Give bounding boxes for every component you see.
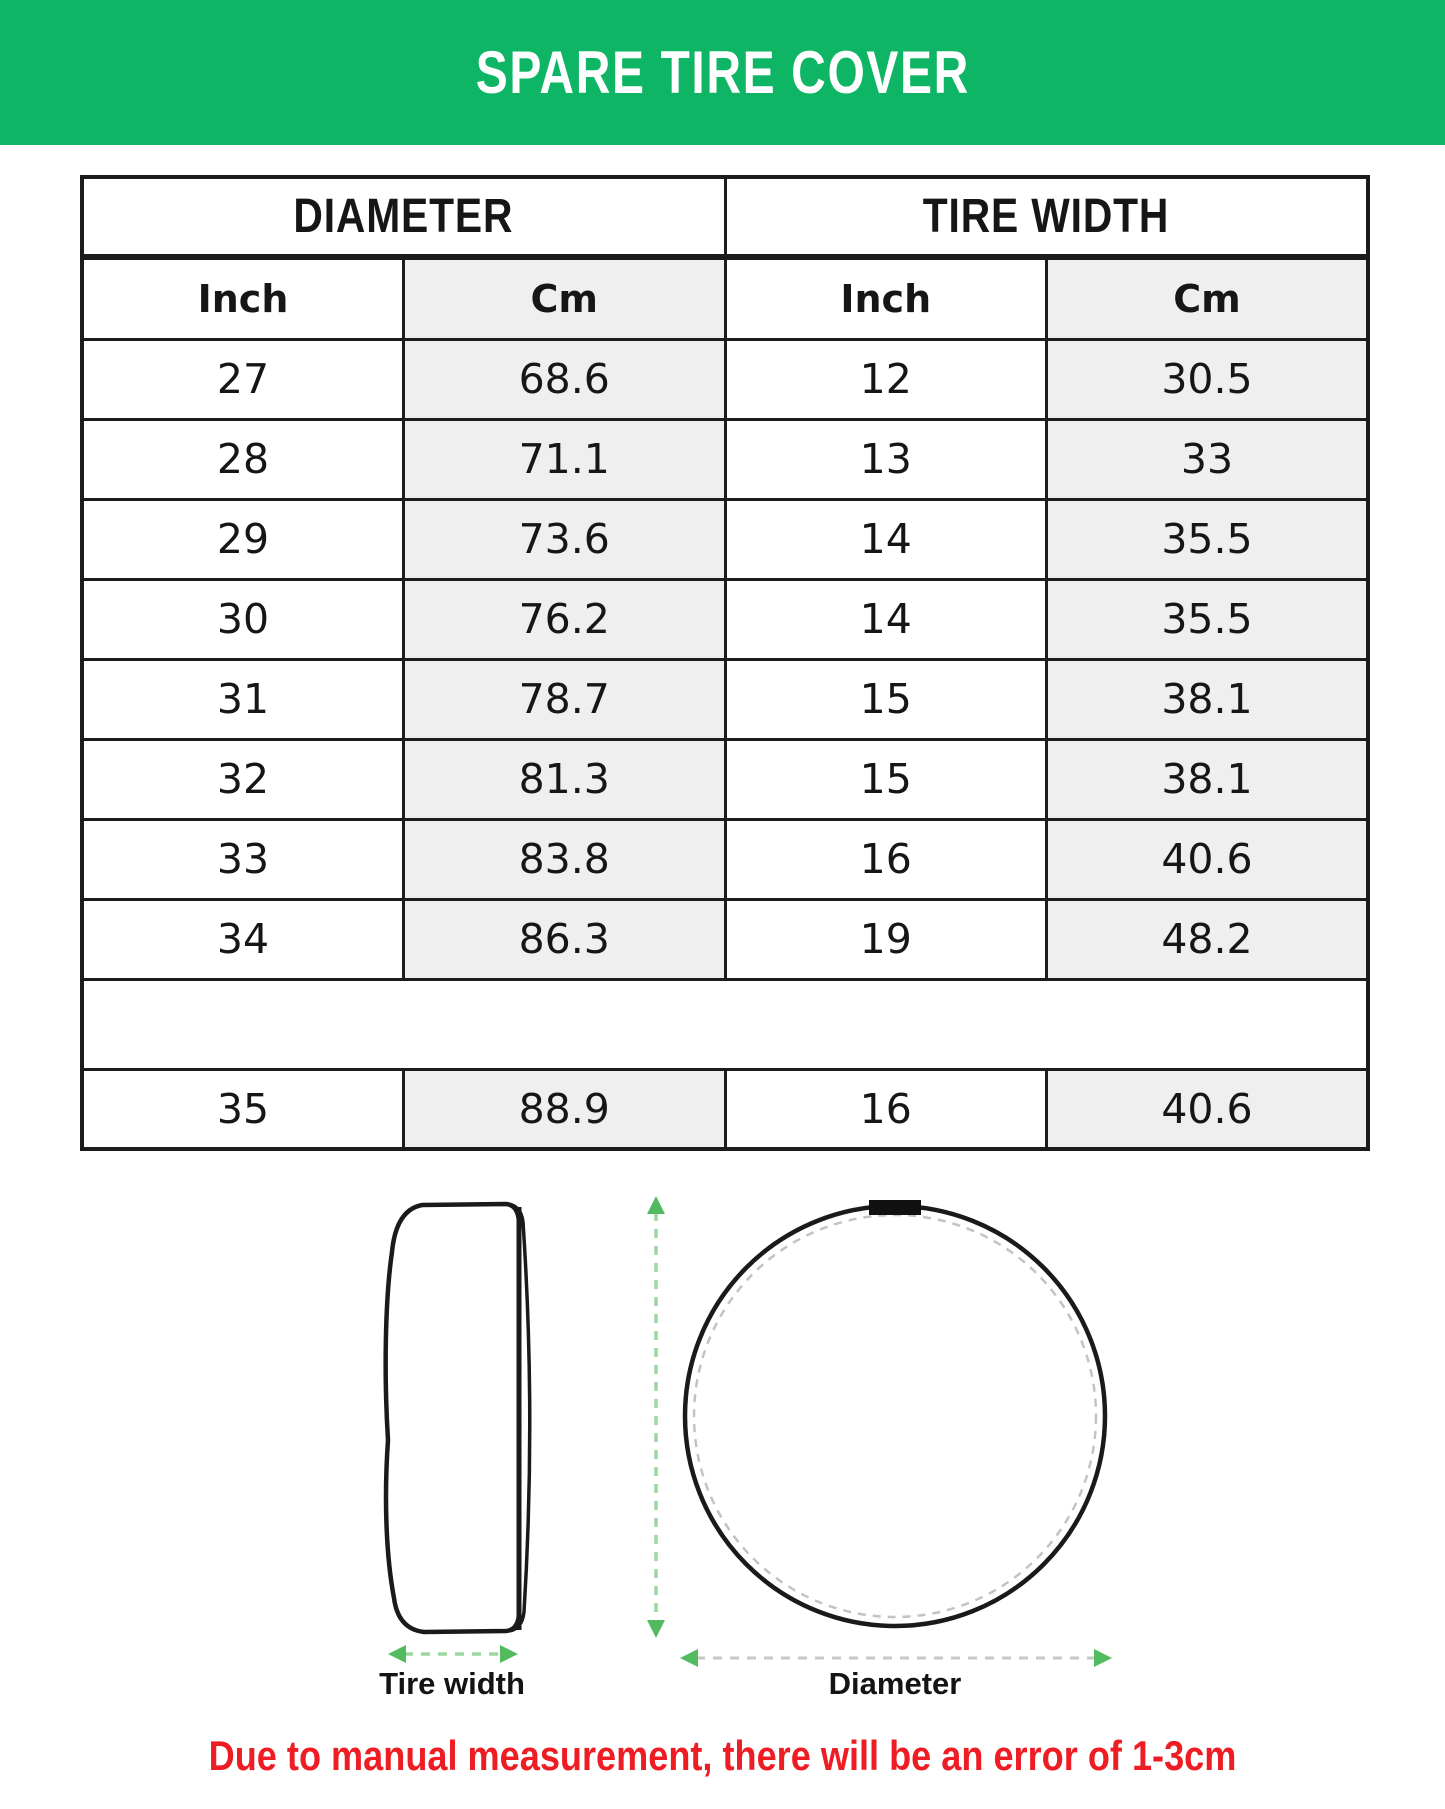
cell-diameter-cm: 83.8 — [404, 819, 726, 899]
tire-width-group-label: TIRE WIDTH — [923, 190, 1170, 243]
cell-width-cm: 40.6 — [1047, 819, 1369, 899]
table-row — [82, 579, 1368, 659]
table-row — [82, 819, 1368, 899]
cell-diameter-inch: 35 — [82, 1069, 404, 1149]
cell-diameter-cm: 78.7 — [404, 659, 726, 739]
cell-diameter-inch: 32 — [82, 739, 404, 819]
measurement-note-text: Due to manual measurement, there will be an error of 1-3cm — [208, 1732, 1237, 1779]
vertical-diameter-arrow — [647, 1196, 665, 1638]
table-row — [82, 1069, 1368, 1149]
cell-diameter-cm: 81.3 — [404, 739, 726, 819]
col-header-width-cm: Cm — [1047, 257, 1369, 339]
group-header-tire-width — [725, 177, 1368, 257]
cell-diameter-cm: 86.3 — [404, 899, 726, 979]
cell-width-inch: 15 — [725, 739, 1047, 819]
tire-width-arrow — [388, 1645, 518, 1663]
cell-width-cm: 40.6 — [1047, 1069, 1369, 1149]
cell-diameter-inch: 27 — [82, 339, 404, 419]
diameter-arrow — [680, 1649, 1112, 1667]
cell-width-inch: 14 — [725, 579, 1047, 659]
cell-width-inch: 14 — [725, 499, 1047, 579]
cell-width-cm: 48.2 — [1047, 899, 1369, 979]
page-title: SPARE TIRE COVER — [475, 39, 970, 106]
measurement-diagram — [0, 1150, 1445, 1720]
cell-diameter-cm: 76.2 — [404, 579, 726, 659]
table-row — [82, 739, 1368, 819]
cell-diameter-cm: 68.6 — [404, 339, 726, 419]
valve-tab — [869, 1200, 921, 1215]
cell-width-inch: 15 — [725, 659, 1047, 739]
cell-diameter-inch: 33 — [82, 819, 404, 899]
tire-side-view — [386, 1204, 530, 1632]
spacer-cell — [82, 979, 1368, 1069]
cell-width-inch: 12 — [725, 339, 1047, 419]
cell-width-cm: 33 — [1047, 419, 1369, 499]
cell-width-inch: 16 — [725, 1069, 1047, 1149]
tire-width-label: Tire width — [379, 1666, 525, 1701]
cell-width-cm: 38.1 — [1047, 659, 1369, 739]
cell-width-cm: 30.5 — [1047, 339, 1369, 419]
banner — [0, 0, 1445, 145]
table-row — [82, 899, 1368, 979]
cell-diameter-inch: 30 — [82, 579, 404, 659]
cell-diameter-inch: 31 — [82, 659, 404, 739]
column-header-row — [82, 257, 1368, 339]
diameter-label: Diameter — [828, 1666, 962, 1701]
cell-diameter-inch: 29 — [82, 499, 404, 579]
cell-width-inch: 13 — [725, 419, 1047, 499]
spacer-row — [82, 979, 1368, 1069]
group-header-row — [82, 177, 1368, 257]
cell-diameter-cm: 88.9 — [404, 1069, 726, 1149]
col-header-diameter-inch: Inch — [82, 257, 404, 339]
col-header-diameter-cm: Cm — [404, 257, 726, 339]
size-chart-table — [80, 175, 1370, 1151]
tire-circle — [685, 1200, 1105, 1626]
table-row — [82, 419, 1368, 499]
cell-diameter-cm: 73.6 — [404, 499, 726, 579]
table-row — [82, 659, 1368, 739]
table-row — [82, 339, 1368, 419]
table-row — [82, 499, 1368, 579]
cell-width-cm: 35.5 — [1047, 579, 1369, 659]
group-header-diameter — [82, 177, 725, 257]
cell-width-cm: 35.5 — [1047, 499, 1369, 579]
cell-width-inch: 19 — [725, 899, 1047, 979]
cell-diameter-inch: 34 — [82, 899, 404, 979]
cell-diameter-inch: 28 — [82, 419, 404, 499]
diameter-group-label: DIAMETER — [293, 190, 514, 243]
cell-width-inch: 16 — [725, 819, 1047, 899]
cell-diameter-cm: 71.1 — [404, 419, 726, 499]
col-header-width-inch: Inch — [725, 257, 1047, 339]
measurement-note — [0, 1732, 1445, 1780]
cell-width-cm: 38.1 — [1047, 739, 1369, 819]
